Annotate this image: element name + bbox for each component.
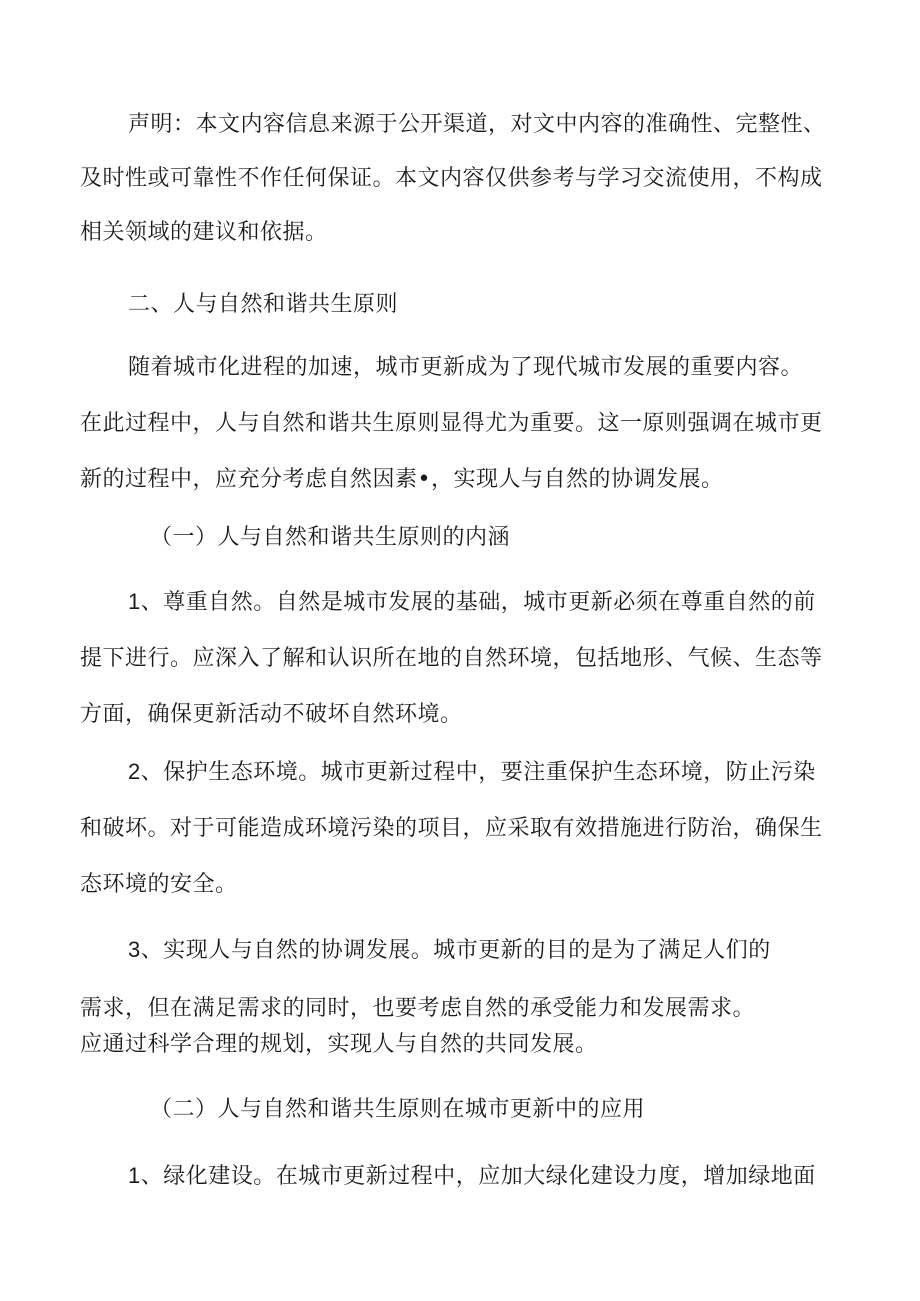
intro-line: 新的过程中，应充分考虑自然因素•，实现人与自然的协调发展。 xyxy=(80,467,724,492)
item-number: 2 xyxy=(128,759,141,784)
item-2-1-paragraph xyxy=(80,1154,850,1199)
item-line xyxy=(80,1154,850,1199)
item-1-3-paragraph xyxy=(80,928,850,973)
subsection-1-title xyxy=(150,516,510,560)
item-1-3-continuation xyxy=(80,990,850,1064)
subsection-2-title-text: （二）人与自然和谐共生原则在城市更新中的应用 xyxy=(150,1097,646,1122)
intro-line: 随着城市化进程的加速，城市更新成为了现代城市发展的重要内容。 xyxy=(128,355,804,380)
subsection-2-title xyxy=(150,1088,645,1132)
item-text: 、尊重自然。自然是城市发展的基础，城市更新必须在尊重自然的前 xyxy=(140,590,816,615)
item-line: 应通过科学合理的规划，实现人与自然的共同发展。 xyxy=(80,1032,598,1057)
disclaimer-paragraph xyxy=(80,103,850,255)
subsection-1-title-text: （一）人与自然和谐共生原则的内涵 xyxy=(150,525,511,550)
item-line: 和破坏。对于可能造成环境污染的项目，应采取有效措施进行防治，确保生 xyxy=(80,816,823,841)
item-text: 、绿化建设。在城市更新过程中，应加大绿化建设力度，增加绿地面 xyxy=(140,1164,816,1189)
item-text: 、实现人与自然的协调发展。城市更新的目的是为了满足人们的 xyxy=(140,938,771,963)
item-number: 1 xyxy=(128,589,141,614)
disclaimer-line: 相关领域的建议和依据。 xyxy=(80,220,328,245)
disclaimer-line: 及时性或可靠性不作任何保证。本文内容仅供参考与学习交流使用，不构成 xyxy=(80,166,823,191)
item-line xyxy=(80,928,850,973)
item-line xyxy=(80,750,850,795)
item-1-1-paragraph xyxy=(80,580,850,737)
item-text: 、保护生态环境。城市更新过程中，要注重保护生态环境，防止污染 xyxy=(140,760,816,785)
item-line: 方面，确保更新活动不破坏自然环境。 xyxy=(80,702,463,727)
intro-line: 在此过程中，人与自然和谐共生原则显得尤为重要。这一原则强调在城市更 xyxy=(80,411,823,436)
item-line: 需求，但在满足需求的同时，也要考虑自然的承受能力和发展需求。 xyxy=(80,996,756,1021)
item-line: 态环境的安全。 xyxy=(80,872,238,897)
item-line: 提下进行。应深入了解和认识所在地的自然环境，包括地形、气候、生态等 xyxy=(80,646,823,671)
item-number: 1 xyxy=(128,1163,141,1188)
section-title-text: 二、人与自然和谐共生原则 xyxy=(128,292,399,317)
disclaimer-line: 声明：本文内容信息来源于公开渠道，对文中内容的准确性、完整性、 xyxy=(128,112,826,137)
item-line xyxy=(80,580,850,625)
item-number: 3 xyxy=(128,937,141,962)
intro-paragraph xyxy=(80,346,850,502)
section-title xyxy=(128,283,398,327)
item-1-2-paragraph xyxy=(80,750,850,907)
